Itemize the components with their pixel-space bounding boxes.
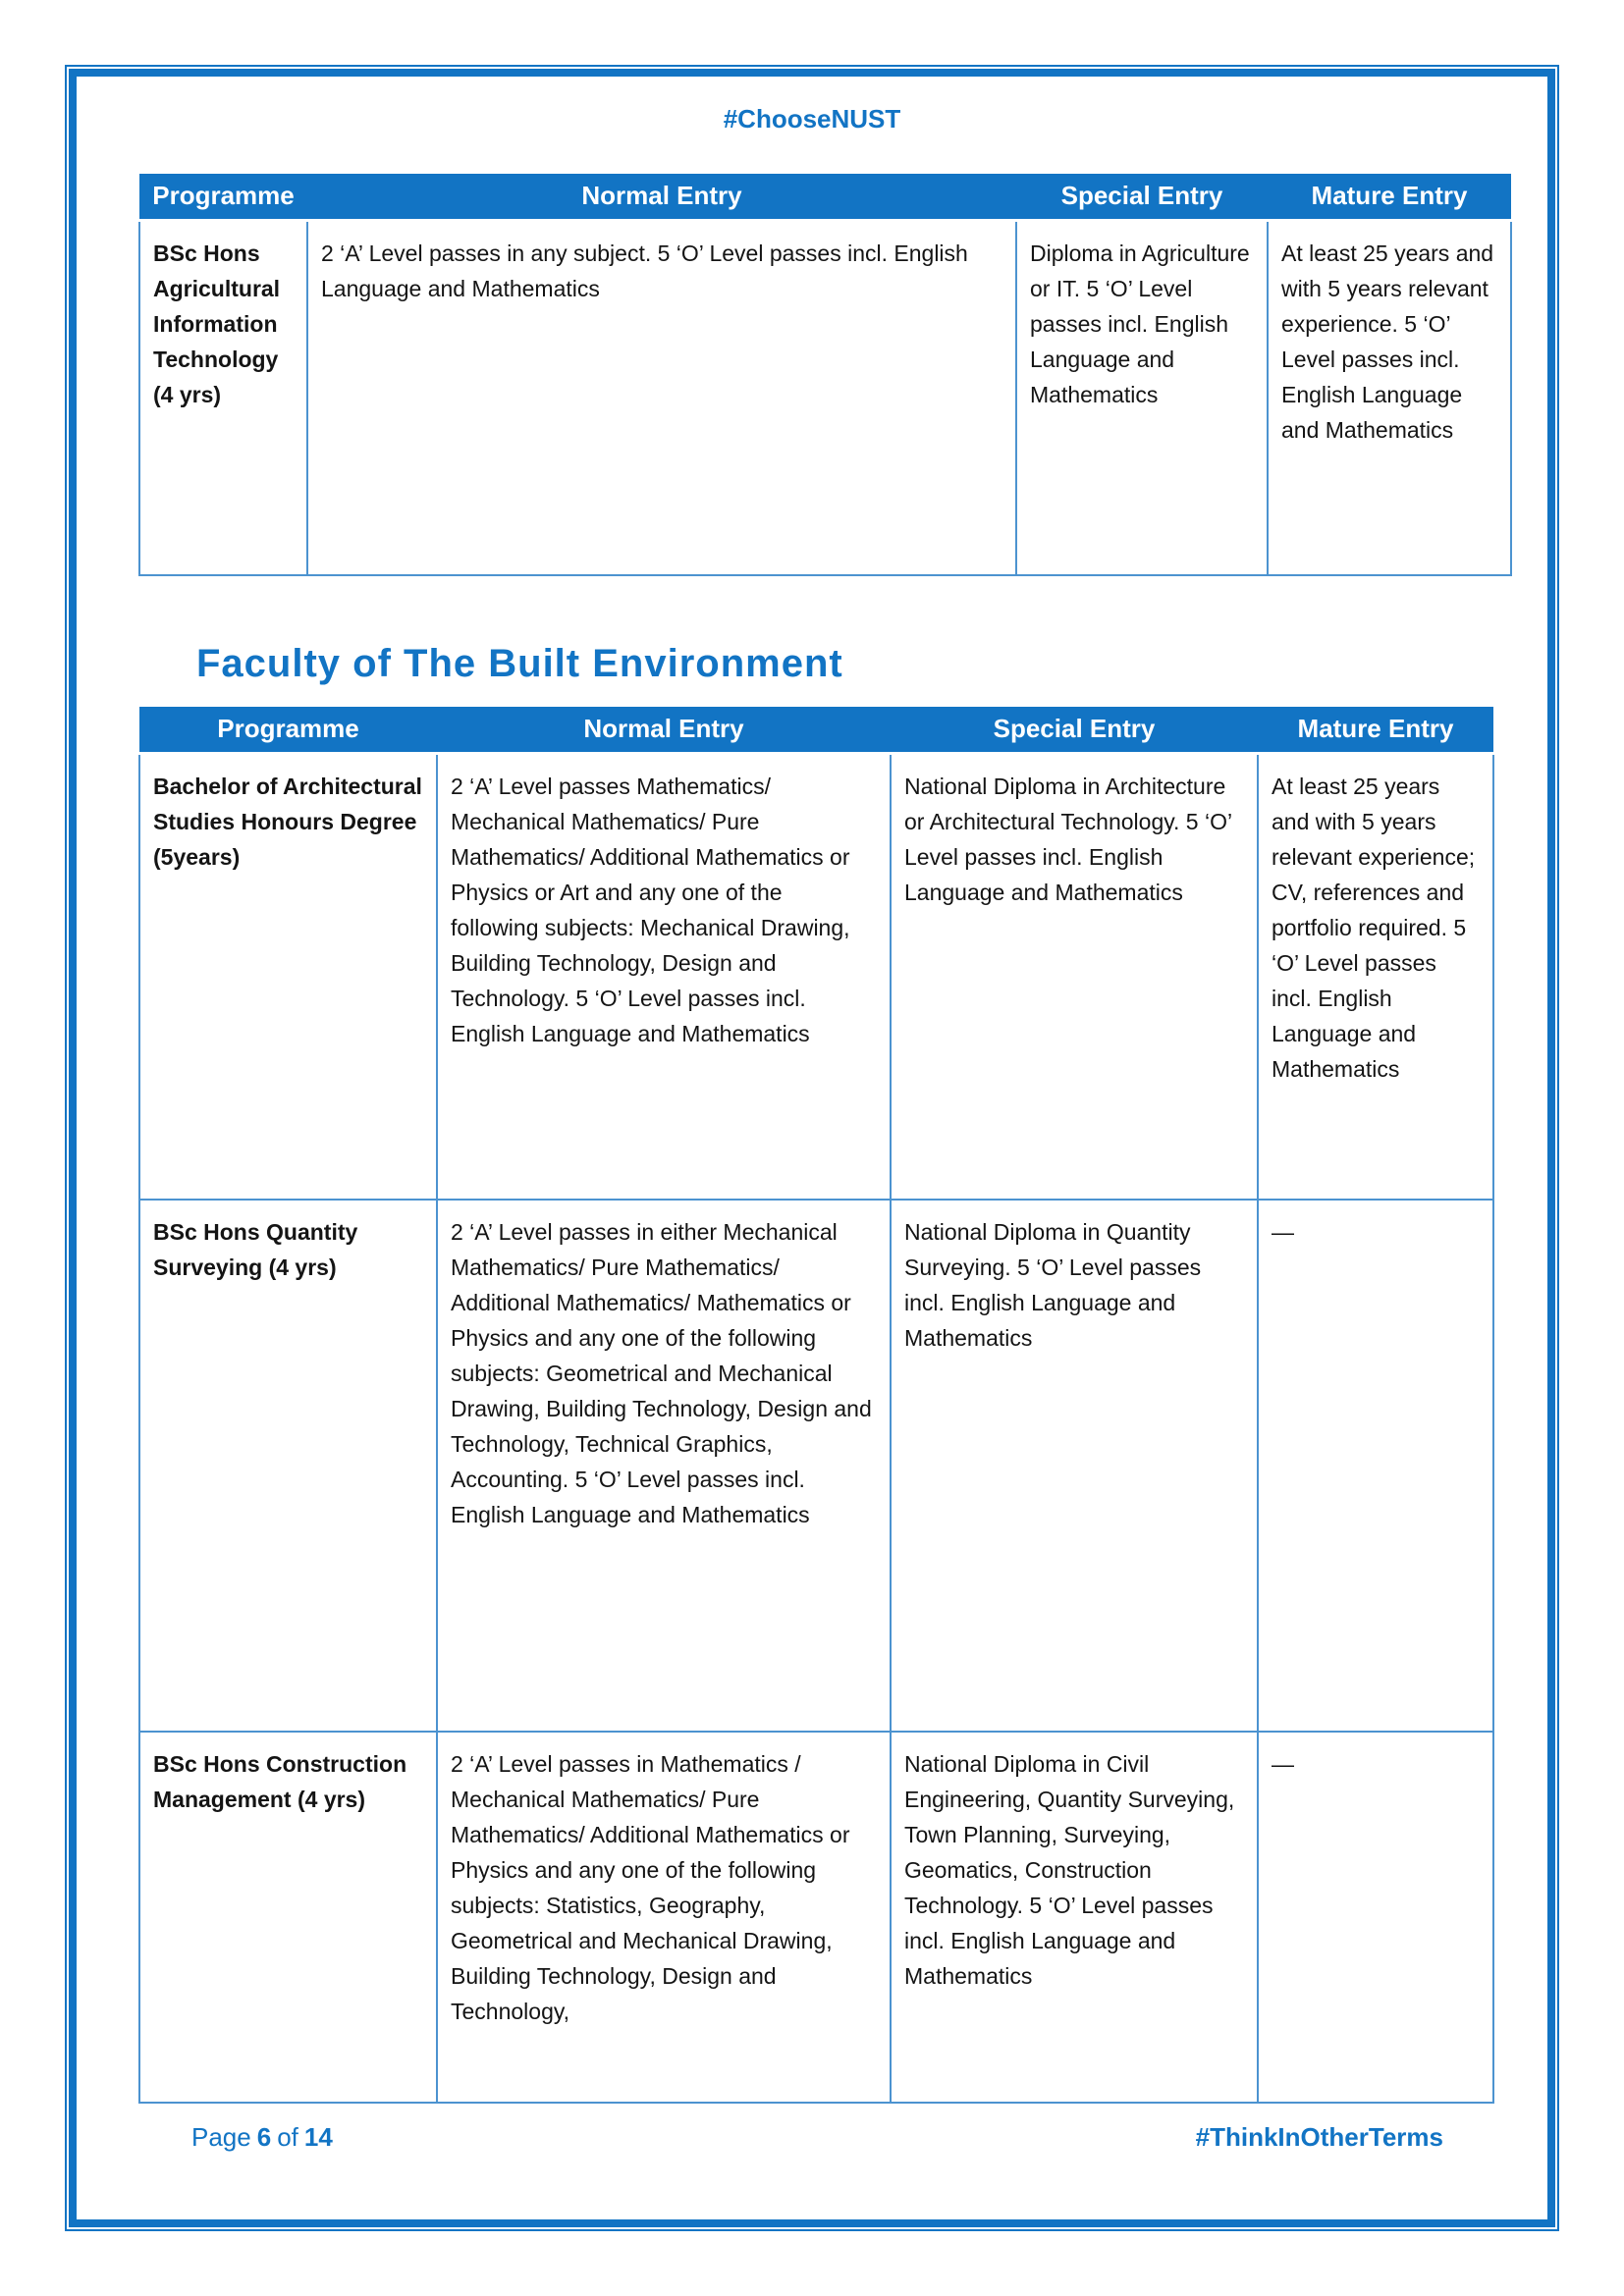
normal-entry-cell: 2 ‘A’ Level passes in either Mechanical Mathematics/ Pure Mathematics/ Additional Mathematics/ Mathematics or Physics and any one of the following subjects: Geometrical and Mechanical Drawing, Building Technology, Design and Technology, Technical Graphics, Accounting. 5 ‘O’ Level passes incl. English Language and Mathematics bbox=[437, 1200, 891, 1732]
column-header-programme: Programme bbox=[139, 707, 437, 753]
programme-cell: Bachelor of Architectural Studies Honours Degree (5years) bbox=[139, 753, 437, 1200]
column-header-mature-entry: Mature Entry bbox=[1268, 174, 1511, 220]
column-header-programme: Programme bbox=[139, 174, 307, 220]
built-environment-entry-table bbox=[138, 707, 1494, 2104]
mature-entry-cell: — bbox=[1258, 1732, 1493, 2103]
mature-entry-cell: At least 25 years and with 5 years relevant experience; CV, references and portfolio required. 5 ‘O’ Level passes incl. English Language and Mathematics bbox=[1258, 753, 1493, 1200]
column-header-normal-entry: Normal Entry bbox=[437, 707, 891, 753]
column-header-special-entry: Special Entry bbox=[891, 707, 1258, 753]
special-entry-cell: National Diploma in Civil Engineering, Quantity Surveying, Town Planning, Surveying, Geomatics, Construction Technology. 5 ‘O’ Level passes incl. English Language and Mathematics bbox=[891, 1732, 1258, 2103]
programme-cell: BSc Hons Agricultural Information Technology (4 yrs) bbox=[139, 220, 307, 575]
table-header-row bbox=[139, 707, 1493, 753]
agricultural-entry-table bbox=[138, 174, 1512, 576]
programme-cell: BSc Hons Construction Management (4 yrs) bbox=[139, 1732, 437, 2103]
table-header-row bbox=[139, 174, 1511, 220]
section-heading: Faculty of The Built Environment bbox=[196, 642, 843, 685]
column-header-normal-entry: Normal Entry bbox=[307, 174, 1016, 220]
table-row bbox=[139, 220, 1511, 575]
table-row bbox=[139, 753, 1493, 1200]
normal-entry-cell: 2 ‘A’ Level passes in Mathematics / Mechanical Mathematics/ Pure Mathematics/ Additional Mathematics or Physics and any one of the following subjects: Statistics, Geography, Geometrical and Mechanical Drawing, Building Technology, Design and Technology, bbox=[437, 1732, 891, 2103]
mature-entry-cell: — bbox=[1258, 1200, 1493, 1732]
mature-entry-cell: At least 25 years and with 5 years relevant experience. 5 ‘O’ Level passes incl. English Language and Mathematics bbox=[1268, 220, 1511, 575]
hashtag-header: #ChooseNUST bbox=[723, 104, 901, 133]
hashtag-footer: #ThinkInOtherTerms bbox=[1195, 2122, 1443, 2152]
column-header-mature-entry: Mature Entry bbox=[1258, 707, 1493, 753]
page-number-indicator bbox=[191, 2122, 339, 2153]
of-word: of bbox=[277, 2122, 298, 2152]
page-number: 6 bbox=[256, 2122, 272, 2152]
special-entry-cell: National Diploma in Quantity Surveying. 5 ‘O’ Level passes incl. English Language and Mathematics bbox=[891, 1200, 1258, 1732]
page-footer bbox=[191, 2122, 1443, 2153]
column-header-special-entry: Special Entry bbox=[1016, 174, 1268, 220]
table-row bbox=[139, 1732, 1493, 2103]
page-word: Page bbox=[191, 2122, 251, 2152]
normal-entry-cell: 2 ‘A’ Level passes in any subject. 5 ‘O’ Level passes incl. English Language and Mathematics bbox=[307, 220, 1016, 575]
normal-entry-cell: 2 ‘A’ Level passes Mathematics/ Mechanical Mathematics/ Pure Mathematics/ Additional Mathematics or Physics or Art and any one of the following subjects: Mechanical Drawing, Building Technology, Design and Technology. 5 ‘O’ Level passes incl. English Language and Mathematics bbox=[437, 753, 891, 1200]
programme-cell: BSc Hons Quantity Surveying (4 yrs) bbox=[139, 1200, 437, 1732]
special-entry-cell: National Diploma in Architecture or Architectural Technology. 5 ‘O’ Level passes incl. English Language and Mathematics bbox=[891, 753, 1258, 1200]
table-row bbox=[139, 1200, 1493, 1732]
page-total: 14 bbox=[303, 2122, 333, 2152]
special-entry-cell: Diploma in Agriculture or IT. 5 ‘O’ Level passes incl. English Language and Mathematics bbox=[1016, 220, 1268, 575]
